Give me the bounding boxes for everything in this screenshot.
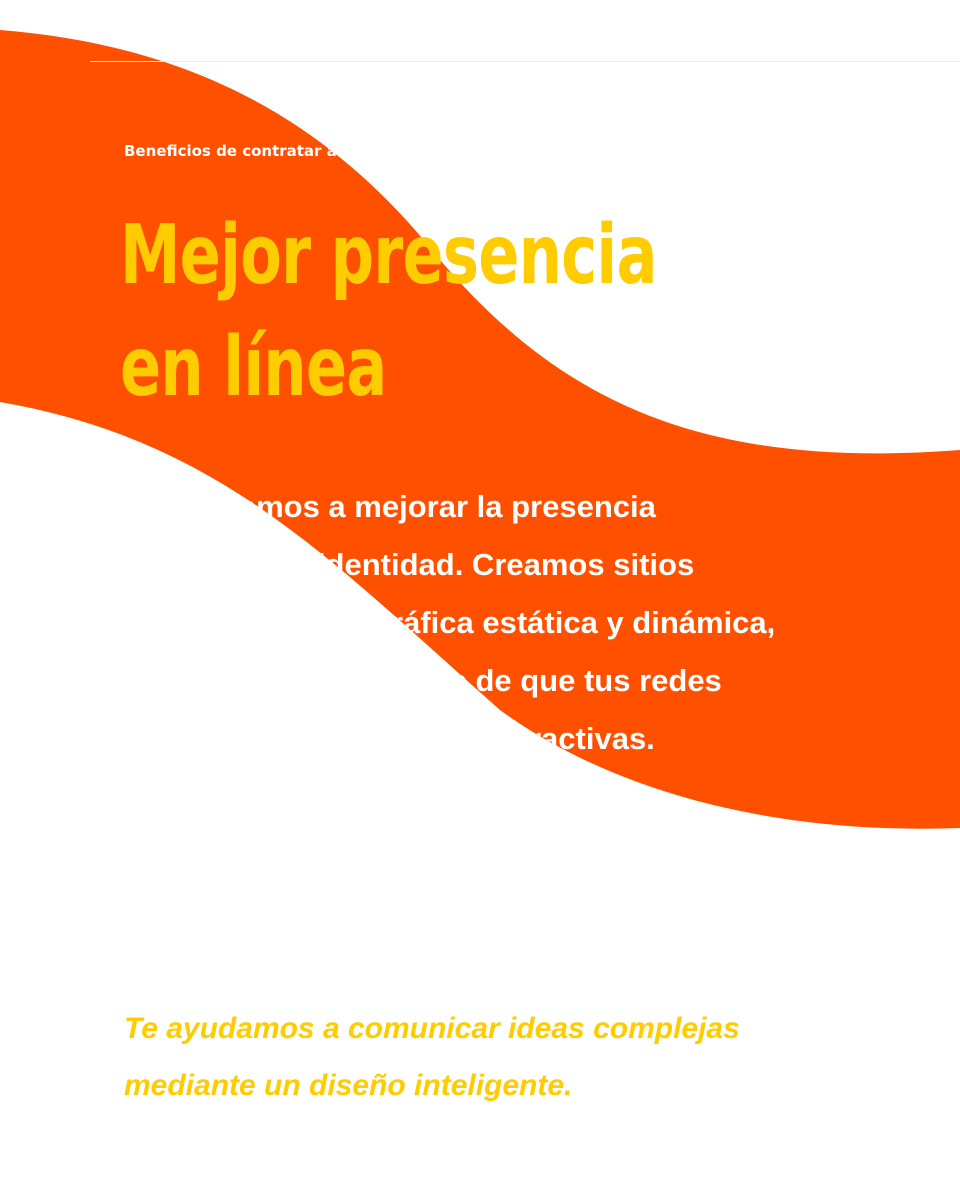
brand-logo-icon[interactable] [736,8,816,56]
section-eyebrow: Beneficios de contratar a un [124,142,364,160]
body-line-5: sociales sean efectivas y atractivas. [124,721,655,756]
tagline [124,1000,740,1114]
tagline-line-2: mediante un diseño inteligente. [124,1069,573,1102]
headline-line-1: Mejor presencia [120,208,657,303]
body-paragraph [124,478,844,768]
body-line-4: además nos ocupamos de que tus redes [124,663,722,698]
body-line-2: gráfica de tu identidad. Creamos sitios [124,547,695,582]
logo-mark [780,20,808,48]
body-line-3: web, diseñamos gráfica estática y dinámica, [124,605,776,640]
header-divider [90,61,960,62]
header [0,0,960,62]
tagline-line-1: Te ayudamos a comunicar ideas complejas [124,1012,740,1045]
body-line-1: Te ayudamos a mejorar la presencia [124,489,656,524]
headline-line-2: en línea [120,320,387,415]
page-headline [120,200,657,424]
